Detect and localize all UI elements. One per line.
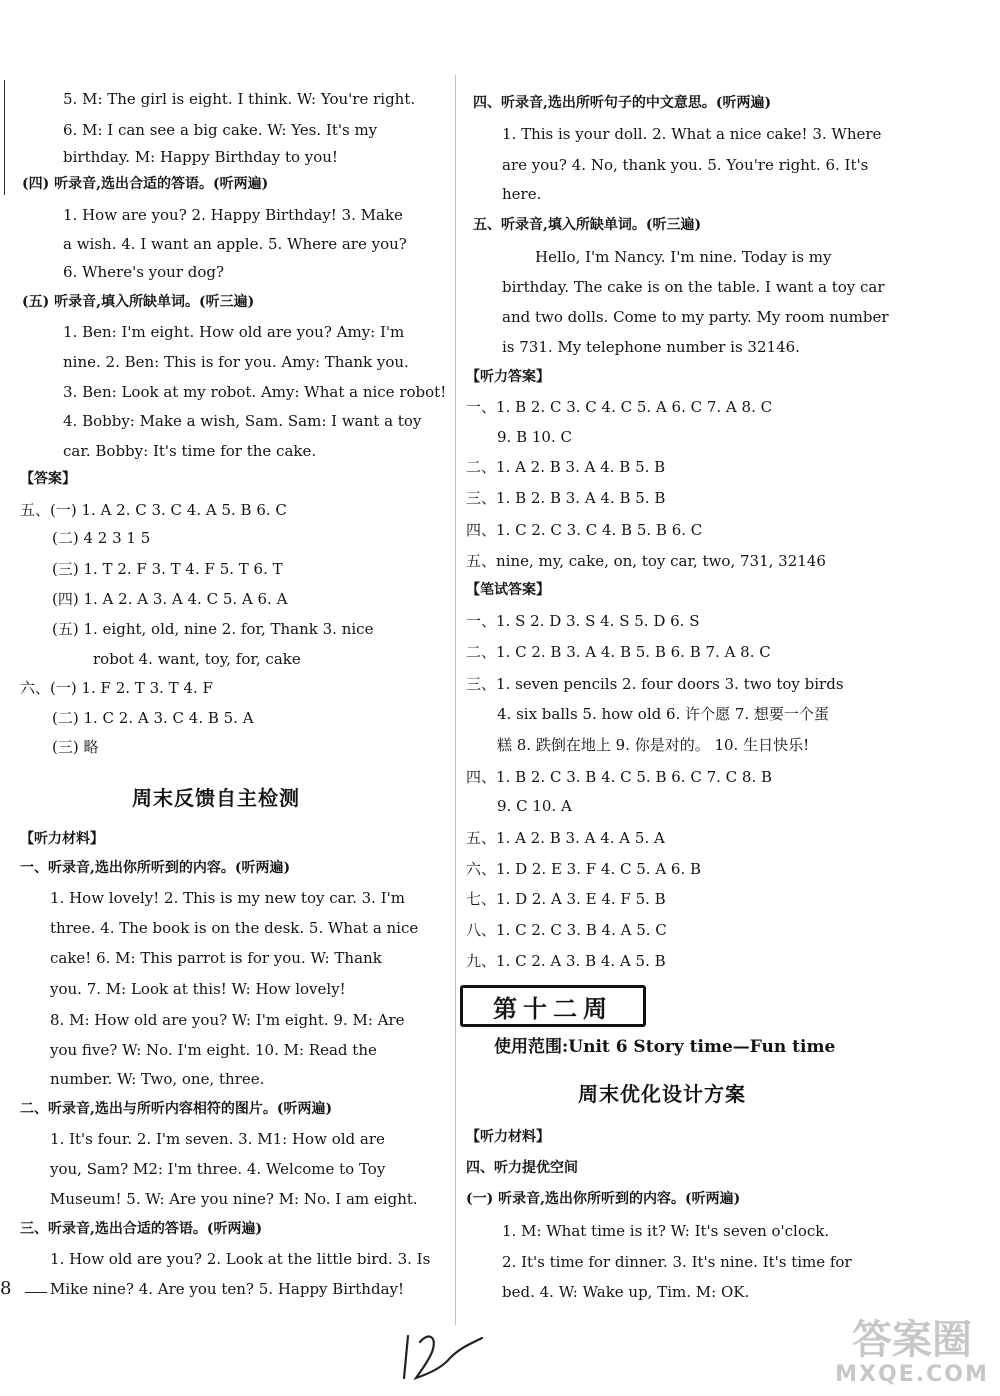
- answer-line: 9. B 10. C: [497, 428, 572, 446]
- answer-line: (二) 1. C 2. A 3. C 4. B 5. A: [52, 709, 254, 727]
- usage-scope: 使用范围:Unit 6 Story time—Fun time: [494, 1037, 836, 1057]
- section-heading: 一、听录音,选出你所听到的内容。(听两遍): [20, 860, 291, 876]
- text-line: Hello, I'm Nancy. I'm nine. Today is my: [535, 248, 832, 266]
- answer-line: 三、1. seven pencils 2. four doors 3. two toy birds: [466, 675, 844, 693]
- text-line: 1. How old are you? 2. Look at the little bird. 3. Is: [50, 1250, 431, 1268]
- answer-line: (四) 1. A 2. A 3. A 4. C 5. A 6. A: [52, 590, 288, 608]
- section-heading: 二、听录音,选出与所听内容相符的图片。(听两遍): [20, 1101, 333, 1117]
- week-label: 第十二周: [493, 994, 613, 1023]
- answer-line: 四、1. C 2. C 3. C 4. B 5. B 6. C: [466, 521, 703, 539]
- text-line: 6. M: I can see a big cake. W: Yes. It's my: [63, 121, 378, 139]
- answer-line: (五) 1. eight, old, nine 2. for, Thank 3. nice: [52, 620, 374, 638]
- text-line: 1. This is your doll. 2. What a nice cake! 3. Where: [502, 125, 882, 143]
- text-line: 1. M: What time is it? W: It's seven o'clock.: [502, 1222, 830, 1240]
- text-line: here.: [502, 185, 542, 203]
- text-line: a wish. 4. I want an apple. 5. Where are you?: [63, 235, 407, 253]
- answer-line: (三) 略: [52, 738, 99, 756]
- answer-line: 三、1. B 2. B 3. A 4. B 5. B: [466, 489, 666, 507]
- answer-line: 九、1. C 2. A 3. B 4. A 5. B: [466, 952, 666, 970]
- text-line: 3. Ben: Look at my robot. Amy: What a nice robot!: [63, 383, 447, 401]
- watermark-url: MXQE.COM: [835, 1361, 989, 1387]
- text-line: 1. It's four. 2. I'm seven. 3. M1: How old are: [50, 1130, 385, 1148]
- watermark: [832, 1312, 992, 1390]
- text-line: bed. 4. W: Wake up, Tim. M: OK.: [502, 1283, 750, 1301]
- text-line: you five? W: No. I'm eight. 10. M: Read the: [50, 1041, 377, 1059]
- answer-line: (二) 4 2 3 1 5: [52, 529, 151, 547]
- section-title: 周末反馈自主检测: [132, 786, 300, 810]
- text-line: 4. Bobby: Make a wish, Sam. Sam: I want a toy: [63, 412, 422, 430]
- answer-heading: 【听力答案】: [466, 369, 550, 385]
- answer-line: 六、(一) 1. F 2. T 3. T 4. F: [20, 679, 213, 697]
- column-divider: [455, 75, 456, 1325]
- text-line: 1. How lovely! 2. This is my new toy car. 3. I'm: [50, 889, 405, 907]
- answer-line: 五、(一) 1. A 2. C 3. C 4. A 5. B 6. C: [20, 501, 287, 519]
- text-line: 2. It's time for dinner. 3. It's nine. It's time for: [502, 1253, 852, 1271]
- text-line: birthday. The cake is on the table. I want a toy car: [502, 278, 885, 296]
- answer-line: 七、1. D 2. A 3. E 4. F 5. B: [466, 890, 666, 908]
- answer-line: 五、1. A 2. B 3. A 4. A 5. A: [466, 829, 665, 847]
- text-line: you. 7. M: Look at this! W: How lovely!: [50, 980, 346, 998]
- text-line: three. 4. The book is on the desk. 5. What a nice: [50, 919, 419, 937]
- answer-line: 二、1. C 2. B 3. A 4. B 5. B 6. B 7. A 8. C: [466, 643, 771, 661]
- margin-line: [4, 80, 5, 195]
- text-line: Mike nine? 4. Are you ten? 5. Happy Birthday!: [50, 1280, 405, 1298]
- answer-heading: 【答案】: [20, 471, 76, 487]
- text-line: are you? 4. No, thank you. 5. You're right. 6. It's: [502, 156, 869, 174]
- text-line: birthday. M: Happy Birthday to you!: [63, 148, 338, 166]
- answer-line: (三) 1. T 2. F 3. T 4. F 5. T 6. T: [52, 560, 283, 578]
- section-heading: 四、听力提优空间: [466, 1160, 578, 1176]
- answer-line: 糕 8. 跌倒在地上 9. 你是对的。 10. 生日快乐!: [497, 736, 810, 754]
- text-line: 1. How are you? 2. Happy Birthday! 3. Make: [63, 206, 403, 224]
- section-heading: 五、听录音,填入所缺单词。(听三遍): [473, 217, 702, 233]
- answer-line: 六、1. D 2. E 3. F 4. C 5. A 6. B: [466, 860, 702, 878]
- material-heading: 【听力材料】: [466, 1129, 550, 1145]
- page-number-dash: [25, 1292, 47, 1293]
- material-heading: 【听力材料】: [20, 831, 104, 847]
- text-line: is 731. My telephone number is 32146.: [502, 338, 800, 356]
- answer-line: 一、1. B 2. C 3. C 4. C 5. A 6. C 7. A 8. C: [466, 398, 773, 416]
- answer-line: 4. six balls 5. how old 6. 许个愿 7. 想要一个蛋: [497, 705, 829, 723]
- section-heading: (一) 听录音,选出你所听到的内容。(听两遍): [466, 1191, 741, 1207]
- answer-line: 四、1. B 2. C 3. B 4. C 5. B 6. C 7. C 8. B: [466, 768, 773, 786]
- text-line: car. Bobby: It's time for the cake.: [63, 442, 317, 460]
- text-line: 5. M: The girl is eight. I think. W: You're right.: [63, 90, 416, 108]
- text-line: Museum! 5. W: Are you nine? M: No. I am eight.: [50, 1190, 418, 1208]
- answer-heading: 【笔试答案】: [466, 582, 550, 598]
- text-line: 6. Where's your dog?: [63, 263, 225, 281]
- answer-line: 五、nine, my, cake, on, toy car, two, 731, 32146: [466, 552, 826, 570]
- text-line: 8. M: How old are you? W: I'm eight. 9. M: Are: [50, 1011, 405, 1029]
- watermark-logo-text: 答案圈: [852, 1316, 972, 1363]
- text-line: 1. Ben: I'm eight. How old are you? Amy: I'm: [63, 323, 405, 341]
- answer-line: 二、1. A 2. B 3. A 4. B 5. B: [466, 458, 666, 476]
- text-line: and two dolls. Come to my party. My room number: [502, 308, 889, 326]
- answer-line: 一、1. S 2. D 3. S 4. S 5. D 6. S: [466, 612, 700, 630]
- page-number: 8: [0, 1278, 12, 1299]
- answer-line: 八、1. C 2. C 3. B 4. A 5. C: [466, 921, 667, 939]
- answer-line: 9. C 10. A: [497, 797, 572, 815]
- text-line: number. W: Two, one, three.: [50, 1070, 265, 1088]
- week-label-box: [460, 985, 646, 1027]
- answer-line: robot 4. want, toy, for, cake: [93, 650, 301, 668]
- text-line: cake! 6. M: This parrot is for you. W: Thank: [50, 949, 382, 967]
- text-line: you, Sam? M2: I'm three. 4. Welcome to Toy: [50, 1160, 386, 1178]
- section-heading: 三、听录音,选出合适的答语。(听两遍): [20, 1221, 263, 1237]
- section-heading: (五) 听录音,填入所缺单词。(听三遍): [22, 294, 255, 310]
- handwritten-number: [398, 1328, 488, 1383]
- section-heading: (四) 听录音,选出合适的答语。(听两遍): [22, 176, 269, 192]
- section-title: 周末优化设计方案: [578, 1082, 746, 1106]
- section-heading: 四、听录音,选出所听句子的中文意思。(听两遍): [473, 95, 772, 111]
- text-line: nine. 2. Ben: This is for you. Amy: Thank you.: [63, 353, 409, 371]
